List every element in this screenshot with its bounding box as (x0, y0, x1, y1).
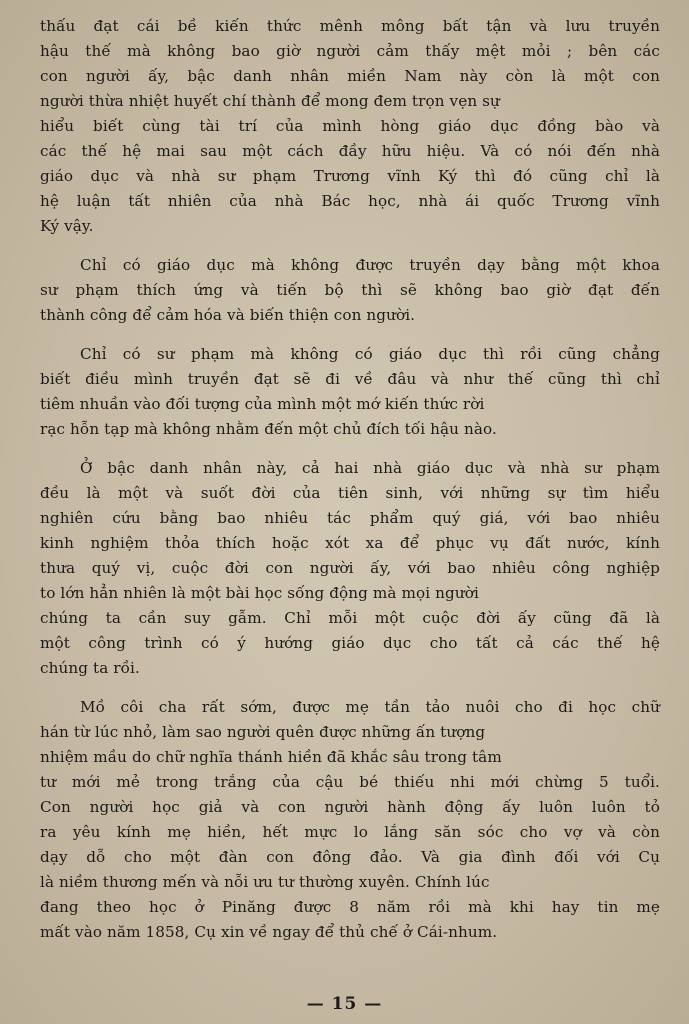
text-line: Chỉ có giáo dục mà không được truyền dạy bằng một khoa (80, 256, 660, 274)
text-line: Mồ côi cha rất sớm, được mẹ tần tảo nuôi cho đi học chữ (80, 698, 660, 716)
text-line: giáo dục và nhà sư phạm Trương vĩnh Ký thì đó cũng chỉ là (40, 167, 660, 185)
text-line: sư phạm thích ứng và tiến bộ thì sẽ không bao giờ đạt đến (40, 281, 660, 299)
paragraph (40, 14, 660, 239)
text-line: biết điều mình truyền đạt sẽ đi về đâu và như thế cũng thì chỉ (40, 370, 660, 388)
text-line: nhiệm mầu do chữ nghĩa thánh hiền đã khắc sâu trong tâm (40, 748, 502, 766)
text-line: chúng ta cần suy gẫm. Chỉ mỗi một cuộc đời ấy cũng đã là (40, 609, 660, 627)
text-line: kinh nghiệm thỏa thích hoặc xót xa để phục vụ đất nước, kính (40, 534, 660, 552)
paragraph (40, 342, 660, 442)
text-line: hậu thế mà không bao giờ người cảm thấy mệt mỏi ; bên các (40, 42, 660, 60)
text-line: dạy dỗ cho một đàn con đông đảo. Và gia đình đối với Cụ (40, 848, 660, 866)
text-line: tiêm nhuần vào đối tượng của mình một mớ kiến thức rời (40, 395, 485, 413)
page-number: — 15 — (306, 994, 383, 1014)
text-line: là niềm thương mến và nỗi ưu tư thường xuyên. Chính lúc (40, 873, 490, 891)
text-line: thưa quý vị, cuộc đời con người ấy, với bao nhiêu công nghiệp (40, 559, 660, 577)
text-line: một công trình có ý hướng giáo dục cho tất cả các thế hệ (40, 634, 660, 652)
text-line: to lớn hẳn nhiên là một bài học sống động mà mọi người (40, 584, 479, 602)
text-line: thành công để cảm hóa và biến thiện con người. (40, 306, 416, 324)
text-line: con người ấy, bậc danh nhân miền Nam này còn là một con (40, 67, 660, 85)
text-line: đều là một và suốt đời của tiên sinh, với những sự tìm hiểu (40, 484, 660, 502)
text-line: hệ luận tất nhiên của nhà Bác học, nhà ái quốc Trương vĩnh (40, 192, 660, 210)
text-line: chúng ta rồi. (40, 659, 140, 677)
text-line: tư mới mẻ trong trắng của cậu bé thiếu nhi mới chừng 5 tuổi. (40, 773, 660, 791)
text-line: người thừa nhiệt huyết chí thành để mong đem trọn vẹn sự (40, 92, 500, 110)
text-line: mất vào năm 1858, Cụ xin về ngay để thủ chế ở Cái-nhum. (40, 923, 498, 941)
text-line: hán từ lúc nhỏ, làm sao người quên được những ấn tượng (40, 723, 486, 741)
paragraph (40, 695, 660, 945)
paragraph (40, 456, 660, 681)
text-line: Chỉ có sư phạm mà không có giáo dục thì rồi cũng chẳng (80, 345, 660, 363)
text-line: hiểu biết cùng tài trí của mình hòng giáo dục đồng bào và (40, 117, 660, 135)
text-line: Ký vậy. (40, 217, 94, 235)
paragraph (40, 253, 660, 328)
text-line: các thế hệ mai sau một cách đầy hữu hiệu. Và có nói đến nhà (40, 142, 660, 160)
text-line: nghiên cứu bằng bao nhiêu tác phẩm quý giá, với bao nhiêu (40, 509, 660, 527)
text-line: rạc hỗn tạp mà không nhằm đến một chủ đích tối hậu nào. (40, 420, 497, 438)
text-line: Con người học giả và con người hành động ấy luôn luôn tỏ (40, 798, 660, 816)
text-line: ra yêu kính mẹ hiền, hết mực lo lắng săn sóc cho vợ và còn (40, 823, 660, 841)
page-body (40, 14, 660, 959)
text-line: đang theo học ở Pinăng được 8 năm rồi mà khi hay tin mẹ (40, 898, 660, 916)
text-line: thấu đạt cái bề kiến thức mênh mông bất tận và lưu truyền (40, 17, 660, 35)
text-line: Ở bậc danh nhân này, cả hai nhà giáo dục và nhà sư phạm (80, 459, 660, 477)
